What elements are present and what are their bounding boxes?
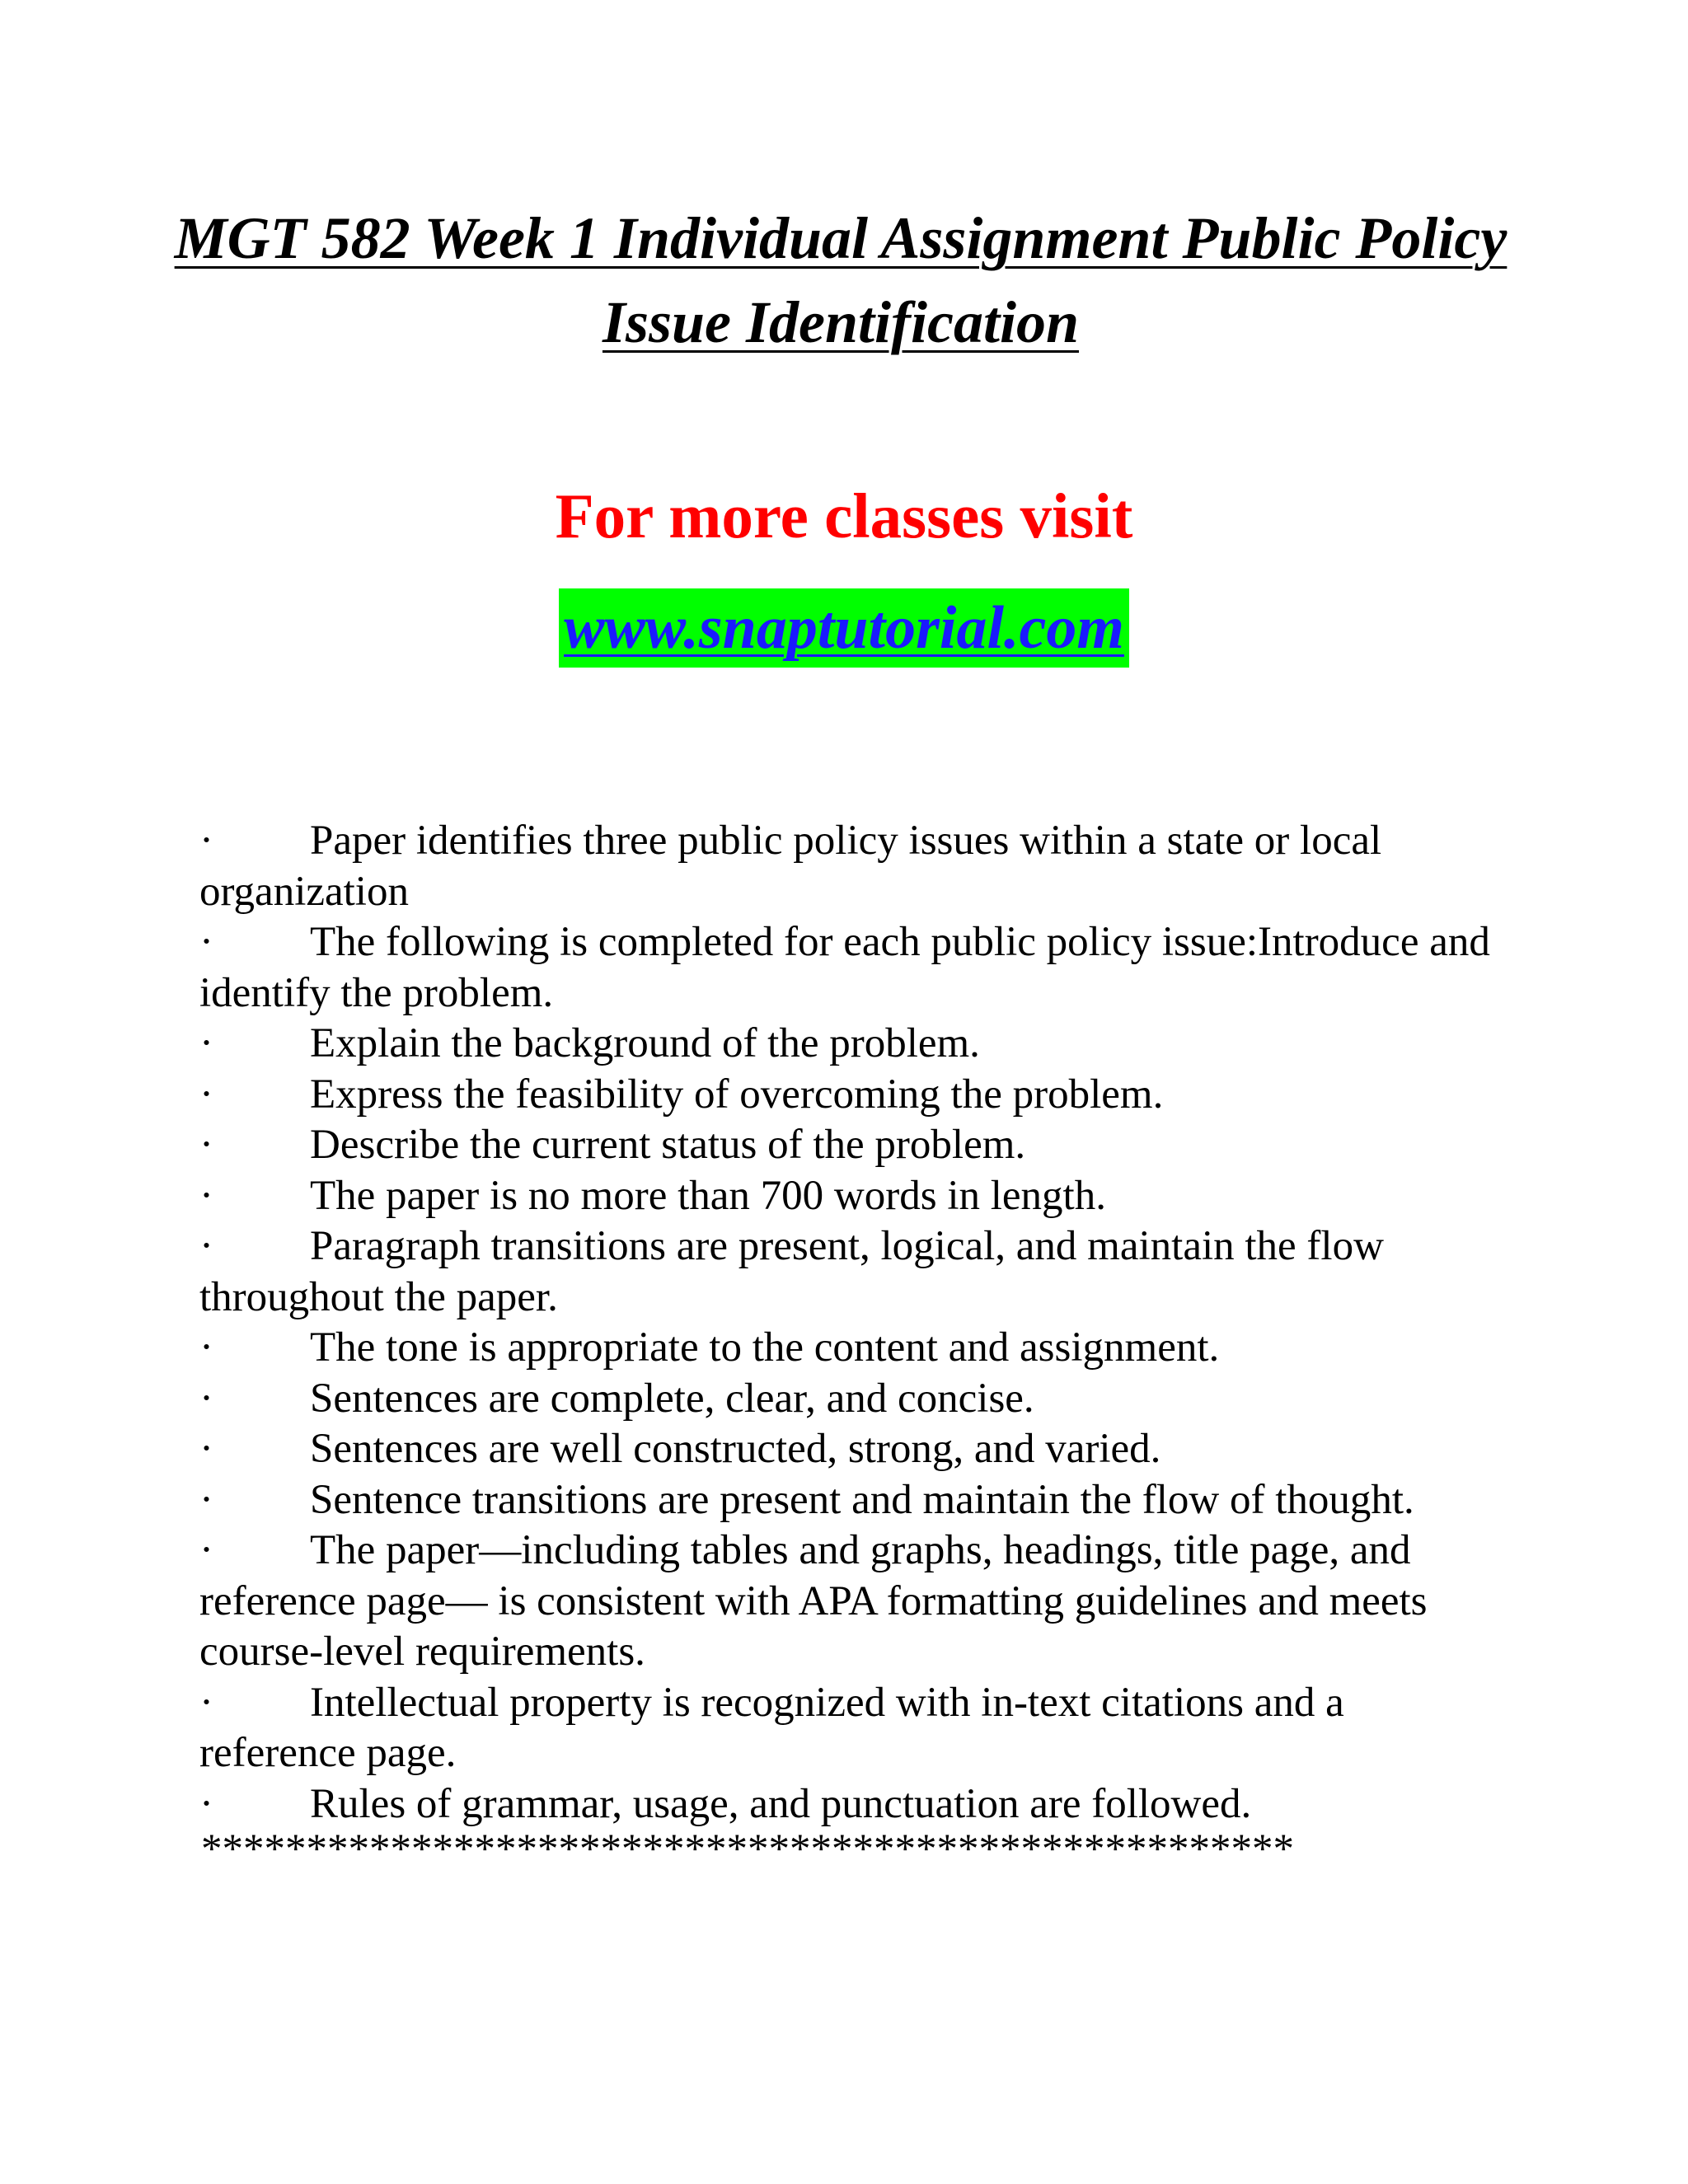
bullet-point: · <box>199 1071 213 1118</box>
requirements-list <box>199 816 1493 1830</box>
bullet-point: · <box>199 919 213 965</box>
list-item-text: The paper is no more than 700 words in length. <box>310 1172 1106 1219</box>
bullet-point: · <box>199 1020 213 1066</box>
bullet-point: · <box>199 1172 213 1219</box>
list-item <box>199 1221 1493 1323</box>
list-item-text: The tone is appropriate to the content and assignment. <box>310 1324 1220 1371</box>
bullet-point: · <box>199 1780 213 1827</box>
bullet-point: · <box>199 1223 213 1269</box>
list-item-text: Paragraph transitions are present, logical, and maintain the flow throughout the paper. <box>199 1223 1384 1320</box>
bullet-point: · <box>199 1426 213 1472</box>
list-item <box>199 1526 1493 1678</box>
list-item <box>199 1070 1493 1121</box>
promo-text: For more classes visit <box>555 480 1133 551</box>
bullet-point: · <box>199 1375 213 1422</box>
list-item-text: Rules of grammar, usage, and punctuation are followed. <box>310 1780 1252 1827</box>
list-item-text: Explain the background of the problem. <box>310 1020 980 1066</box>
list-item <box>199 1424 1493 1475</box>
list-item-text: Sentences are well constructed, strong, and varied. <box>310 1426 1161 1472</box>
list-item-text: The following is completed for each public policy issue:Introduce and identify the problem. <box>199 919 1490 1016</box>
list-item-text: The paper—including tables and graphs, headings, title page, and reference page— is consistent with APA formatting guidelines and meets course-level requirements. <box>199 1527 1428 1675</box>
list-item-text: Intellectual property is recognized with in-text citations and a reference page. <box>199 1679 1344 1776</box>
list-item-text: Paper identifies three public policy issues within a state or local organization <box>199 818 1382 915</box>
website-link[interactable]: www.snaptutorial.com <box>559 588 1129 668</box>
list-item <box>199 1019 1493 1070</box>
list-item-text: Sentence transitions are present and maintain the flow of thought. <box>310 1476 1414 1523</box>
list-item <box>199 1171 1493 1222</box>
list-item-text: Describe the current status of the problem. <box>310 1122 1026 1168</box>
separator-line: **************************************************** <box>201 1826 1294 1872</box>
list-item-text: Express the feasibility of overcoming the problem. <box>310 1071 1164 1118</box>
bullet-point: · <box>199 1122 213 1168</box>
bullet-point: · <box>199 818 213 864</box>
link-container <box>0 588 1688 668</box>
list-item <box>199 1323 1493 1374</box>
bullet-point: · <box>199 1476 213 1523</box>
bullet-point: · <box>199 1324 213 1371</box>
list-item <box>199 1779 1493 1830</box>
bullet-point: · <box>199 1679 213 1726</box>
bullet-point: · <box>199 1527 213 1573</box>
list-item <box>199 1374 1493 1425</box>
list-item <box>199 816 1493 917</box>
list-item <box>199 1475 1493 1526</box>
list-item <box>199 1120 1493 1171</box>
list-item <box>199 917 1493 1019</box>
page-title: MGT 582 Week 1 Individual Assignment Public Policy Issue Identification <box>174 205 1507 355</box>
list-item-text: Sentences are complete, clear, and concise. <box>310 1375 1034 1422</box>
list-item <box>199 1678 1493 1779</box>
